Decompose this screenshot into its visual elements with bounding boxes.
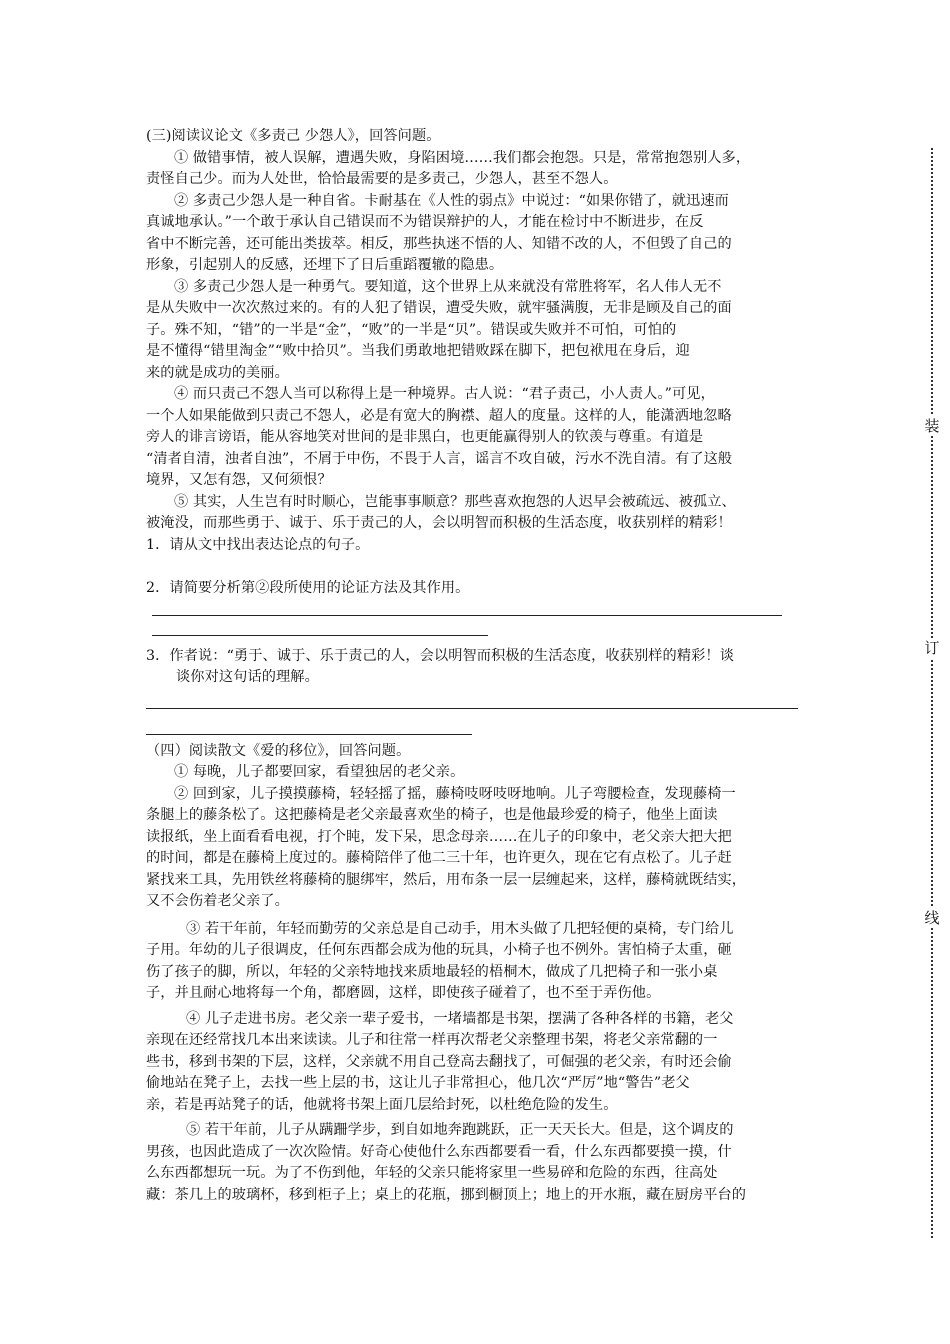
section3-heading: (三)阅读议论文《多责己 少怨人》，回答问题。 xyxy=(146,128,441,144)
exam-page xyxy=(146,126,812,1206)
section3-paragraph-3: ③ 多责己少怨人是一种勇气。要知道，这个世界上从来就没有常胜将军，名人伟人无不 是从失败中一次次熬过来的。有的人犯了错误，遭受失败，就牢骚满腹，无非是顾及自己的面 子。殊不知，“错”的一半是“金”，“败”的一半是“贝”。错误或失败并不可怕，可怕的 是不懂得“错里淘金”“败中拾贝”。当我们勇敢地把错败踩在脚下，把包袱甩在身后，迎 来的就是成功的美丽。 xyxy=(146,278,732,381)
binding-mark-ding: 订 xyxy=(922,638,942,658)
section4-paragraph-1: ① 每晚，儿子都要回家，看望独居的老父亲。 xyxy=(174,764,465,780)
section4-paragraph-4: ④ 儿子走进书房。老父亲一辈子爱书，一堵墙都是书架，摆满了各种各样的书籍，老父 亲现在还经常找几本出来读读。儿子和往常一样再次帮老父亲整理书架，将老父亲常翻的一 些书，移到书架的下层，这样，父亲就不用自己登高去翻找了，可倔强的老父亲，有时还会偷 偷地站在凳子上，去找一些上层的书，这让儿子非常担心，他几次“严厉”地“警告”老父 亲，若是再站凳子的话，他就将书架上面几层给封死，以杜绝危险的发生。 xyxy=(146,1010,734,1113)
question-1: 1．请从文中找出表达论点的句子。 xyxy=(146,536,370,553)
binding-mark-xian: 线 xyxy=(922,908,942,928)
section3-paragraph-5: ⑤ 其实，人生岂有时时顺心，岂能事事顺意？那些喜欢抱怨的人迟早会被疏远、被孤立、 被淹没，而那些勇于、诚于、乐于责己的人，会以明智而积极的生活态度，收获别样的精彩！ xyxy=(146,493,736,531)
section3-paragraph-1: ① 做错事情，被人误解，遭遇失败，身陷困境……我们都会抱怨。只是，常常抱怨别人多， 责怪自己少。而为人处世，恰恰最需要的是多责己，少怨人，甚至不怨人。 xyxy=(146,149,751,187)
binding-dotted-line xyxy=(931,148,933,1238)
section4-paragraph-3: ③ 若干年前，年轻而勤劳的父亲总是自己动手，用木头做了几把轻便的桌椅，专门给儿 子用。年幼的儿子很调皮，任何东西都会成为他的玩具，小椅子也不例外。害怕椅子太重，砸 伤了孩子的脚，所以，年轻的父亲特地找来质地最轻的梧桐木，做成了几把椅子和一张小桌 子，并且耐心地将每一个角，都磨圆，这样，即使孩子碰着了，也不至于弄伤他。 xyxy=(146,920,734,1001)
section3-paragraph-4: ④ 而只责己不怨人当可以称得上是一种境界。古人说：“君子责己，小人责人。”可见， 一个人如果能做到只责己不怨人，必是有宽大的胸襟、超人的度量。这样的人，能潇洒地忽略 旁人的诽言谤语，能从容地笑对世间的是非黑白，也更能赢得别人的钦羡与尊重。有道是 “清者自清，浊者自浊”，不屑于中伤，不畏于人言，谣言不攻自破，污水不洗自清。有了这般 境界，又怎有怨，又何须恨？ xyxy=(146,386,733,488)
section4-paragraph-5: ⑤ 若干年前，儿子从蹒跚学步，到自如地奔跑跳跃，正一天天长大。但是，这个调皮的 男孩，也因此造成了一次次险情。好奇心使他什么东西都要看一看，什么东西都要摸一摸，什 么东西都想玩一玩。为了不伤到他，年轻的父亲只能将家里一些易碎和危险的东西，往高处 藏：茶几上的玻璃杯，移到柜子上；桌上的花瓶，挪到橱顶上；地上的开水瓶，藏在厨房平台的 xyxy=(146,1122,747,1203)
binding-mark-zhuang: 装 xyxy=(922,416,942,436)
section4-paragraph-2: ② 回到家，儿子摸摸藤椅，轻轻摇了摇，藤椅吱呀吱呀地响。儿子弯腰检查，发现藤椅一 条腿上的藤条松了。这把藤椅是老父亲最喜欢坐的椅子，也是他最珍爱的椅子，他坐上面读 读报纸，坐上面看看电视，打个盹，发下呆，思念母亲……在儿子的印象中，老父亲大把大把 的时间，都是在藤椅上度过的。藤椅陪伴了他二三十年，也许更久，现在它有点松了。儿子赶 紧找来工具，先用铁丝将藤椅的腿绑牢，然后，用布条一层一层缠起来，这样，藤椅就既结实， 又不会伤着老父亲了。 xyxy=(146,785,747,909)
question-2: 2．请简要分析第②段所使用的论证方法及其作用。 xyxy=(146,580,470,596)
section4-heading: （四）阅读散文《爱的移位》，回答问题。 xyxy=(146,742,411,759)
section3-paragraph-2: ② 多责己少怨人是一种自省。卡耐基在《人性的弱点》中说过：“如果你错了，就迅速而 真诚地承认。”一个敢于承认自己错误而不为错误辩护的人，才能在检讨中不断进步，在反 省中不断完善，还可能出类拔萃。相反，那些执迷不悟的人、知错不改的人，不但毁了自己的 形象，引起别人的反感，还埋下了日后重蹈覆辙的隐患。 xyxy=(146,192,732,273)
question-3: 3．作者说：“勇于、诚于、乐于责己的人，会以明智而积极的生活态度，收获别样的精彩！谈 谈你对这句话的理解。 xyxy=(146,647,734,685)
binding-margin xyxy=(922,148,942,1238)
